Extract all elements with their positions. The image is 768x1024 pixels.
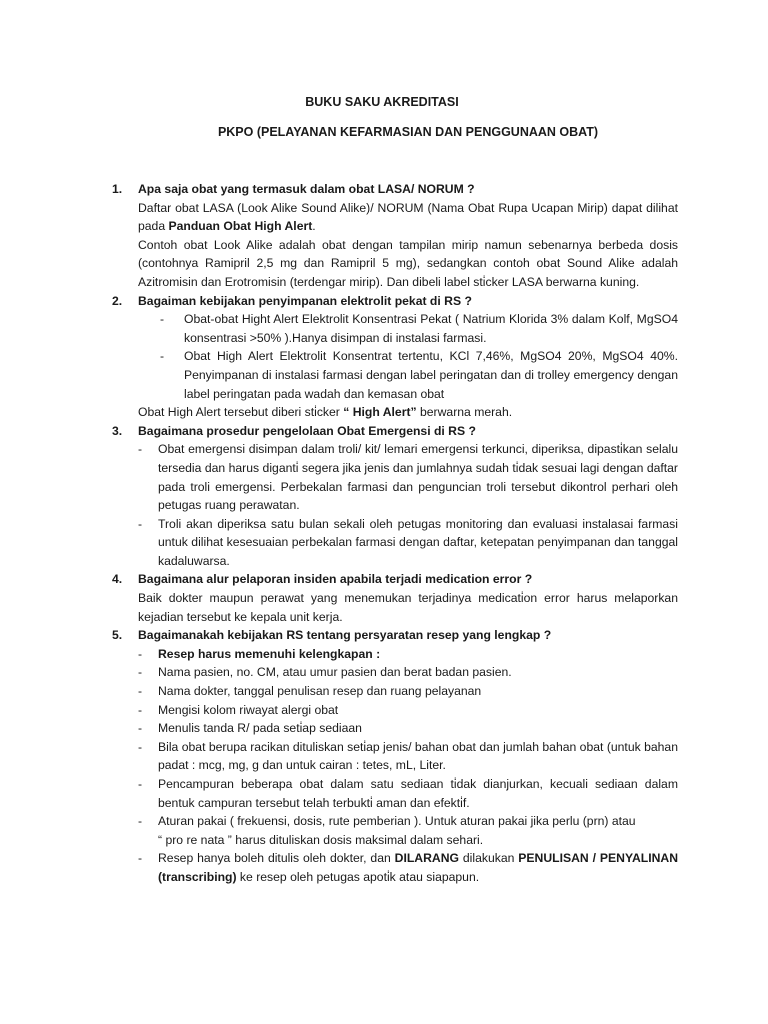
list-item	[138, 515, 678, 571]
list-item-text: Resep hanya boleh ditulis oleh dokter, dan	[158, 851, 395, 866]
question-item-2	[112, 292, 678, 422]
bullet-dash: -	[138, 516, 143, 531]
list-item-text: ke resep oleh petugas apoti̇k atau siapapun.	[236, 869, 480, 884]
question-number: 4.	[112, 572, 123, 587]
document-title: BUKU SAKU AKREDITASI	[305, 95, 459, 109]
answer-text: berwarna merah.	[416, 405, 513, 420]
question-item-5	[112, 626, 678, 886]
bullet-dash: -	[138, 646, 143, 661]
question-number: 5.	[112, 628, 123, 643]
list-item	[138, 310, 678, 347]
bullet-dash: -	[138, 665, 143, 680]
bullet-dash: -	[138, 739, 143, 754]
list-item	[138, 663, 678, 682]
question-item-4	[112, 570, 678, 626]
question-text: Bagaimana prosedur pengelolaan Obat Emergensi di RS ?	[138, 423, 476, 438]
bullet-dash: -	[138, 851, 143, 866]
list-item-text: “ pro re nata ” harus dituliskan dosis maksimal dalam sehari.	[158, 832, 484, 847]
question-text: Bagaiman kebijakan penyimpanan elektrolit pekat di RS ?	[138, 293, 472, 308]
answer-text: .	[312, 219, 316, 234]
list-item-text: Pencampuran beberapa obat dalam satu sediaan ti̇dak dianjurkan, kecuali sediaan dalam bentuk campuran tersebut telah terbukti̇ aman dan efekti̇f.	[158, 777, 678, 810]
bullet-dash: -	[138, 721, 143, 736]
question-item-3	[112, 422, 678, 571]
list-item	[138, 347, 678, 403]
list-item-text: Aturan pakai ( frekuensi, dosis, rute pemberian ). Untuk aturan pakai jika perlu (prn) atau	[158, 814, 636, 829]
list-item-text: Troli akan diperiksa satu bulan sekali oleh petugas monitoring dan evaluasi instalasai farmasi untuk dilihat kesesuaian perbekalan farmasi dengan daftar, ketepatan penyimpanan dan tanggal kadaluwarsa.	[158, 516, 678, 568]
bullet-dash: -	[160, 349, 165, 364]
bullet-dash: -	[138, 702, 143, 717]
answer-text: Obat High Alert tersebut diberi sti̇cker	[138, 405, 344, 420]
question-number: 2.	[112, 293, 123, 308]
bullet-dash: -	[138, 684, 143, 699]
document-body	[112, 180, 678, 887]
list-item	[138, 645, 678, 664]
list-item	[138, 440, 678, 514]
list-item	[138, 701, 678, 720]
bullet-dash: -	[138, 442, 143, 457]
list-item-text: Resep harus memenuhi kelengkapan :	[158, 646, 381, 661]
document-subtitle: PKPO (PELAYANAN KEFARMASIAN DAN PENGGUNAAN OBAT)	[217, 125, 599, 139]
bullet-dash: -	[138, 814, 143, 829]
question-text: Apa saja obat yang termasuk dalam obat LASA/ NORUM ?	[138, 182, 475, 196]
question-number: 3.	[112, 423, 123, 438]
question-text: Bagaimana alur pelaporan insiden apabila terjadi medication error ?	[138, 572, 533, 587]
list-item	[138, 738, 678, 775]
question-number: 1.	[112, 182, 123, 196]
list-item-text: Bila obat berupa racikan dituliskan seti̇ap jenis/ bahan obat dan jumlah bahan obat (untuk bahan padat : mcg, mg, g dan untuk cairan : tetes, mL, Liter.	[158, 739, 678, 773]
list-item-text: Obat High Alert Elektrolit Konsentrat tertentu, KCl 7,46%, MgSO4 20%, MgSO4 40%. Penyimpanan di instalasi farmasi dengan label peringatan dan di trolley emergency dengan label peringatan pada wadah dan kemasan obat	[184, 349, 678, 401]
list-item-text: dilakukan	[459, 851, 519, 866]
list-item-text: Menulis tanda R/ pada seti̇ap sediaan	[158, 721, 362, 736]
question-text: Bagaimanakah kebijakan RS tentang persyaratan resep yang lengkap ?	[138, 628, 552, 643]
bullet-dash: -	[138, 777, 143, 791]
list-item-text: Obat emergensi disimpan dalam troli/ kit/ lemari emergensi terkunci, diperiksa, dipasti̇kan selalu tersedia dan harus diganti̇ segera jika jenis dan jumlahnya sudah ti̇dak sesuai lagi dengan daftar pada troli emergensi. Perbekalan farmasi dan penguncian troli tersebut dikontrol perhari oleh petugas ruang perawatan.	[158, 442, 678, 513]
answer-emphasis: “ High Alert”	[343, 405, 417, 420]
list-item	[138, 719, 678, 738]
question-item-1	[112, 180, 678, 292]
list-item	[138, 849, 678, 886]
answer-paragraph	[138, 199, 678, 236]
answer-paragraph: Baik dokter maupun perawat yang menemukan terjadinya medicati̇on error harus melaporkan kejadian tersebut ke kepala unit kerja.	[138, 591, 678, 624]
list-item-text: Mengisi kolom riwayat alergi obat	[158, 702, 339, 717]
bullet-dash: -	[160, 312, 165, 327]
list-item	[138, 775, 678, 812]
list-item	[138, 812, 678, 849]
answer-note	[138, 403, 678, 422]
answer-emphasis: Panduan Obat High Alert	[168, 219, 313, 234]
list-item-text: Obat-obat Hight Alert Elektrolit Konsentrasi Pekat ( Natrium Klorida 3% dalam Kolf, MgSO4 konsentrasi >50% ).Hanya disimpan di instalasi farmasi.	[184, 312, 678, 345]
answer-text: Daftar obat LASA (Look Alike Sound Alike)/ NORUM (Nama Obat Rupa Ucapan Mirip) dapat dilihat pada	[138, 200, 678, 234]
answer-paragraph: Contoh obat Look Alike adalah obat dengan tampilan mirip namun sebenarnya berbeda dosis (contohnya Ramipril 2,5 mg dan Ramipril 5 mg), sedangkan contoh obat Sound Alike adalah Azitromisin dan Erotromisin (terdengar mirip). Dan dibeli label sti̇cker LASA berwarna kuning.	[138, 237, 678, 289]
list-item-emphasis: DILARANG	[394, 851, 459, 866]
list-item-text: Nama pasien, no. CM, atau umur pasien dan berat badan pasien.	[158, 665, 512, 680]
list-item	[138, 682, 678, 701]
list-item-text: Nama dokter, tanggal penulisan resep dan ruang pelayanan	[158, 684, 482, 699]
list-item-emphasis: PENULISAN / PENYALINAN (transcribing)	[158, 851, 679, 884]
